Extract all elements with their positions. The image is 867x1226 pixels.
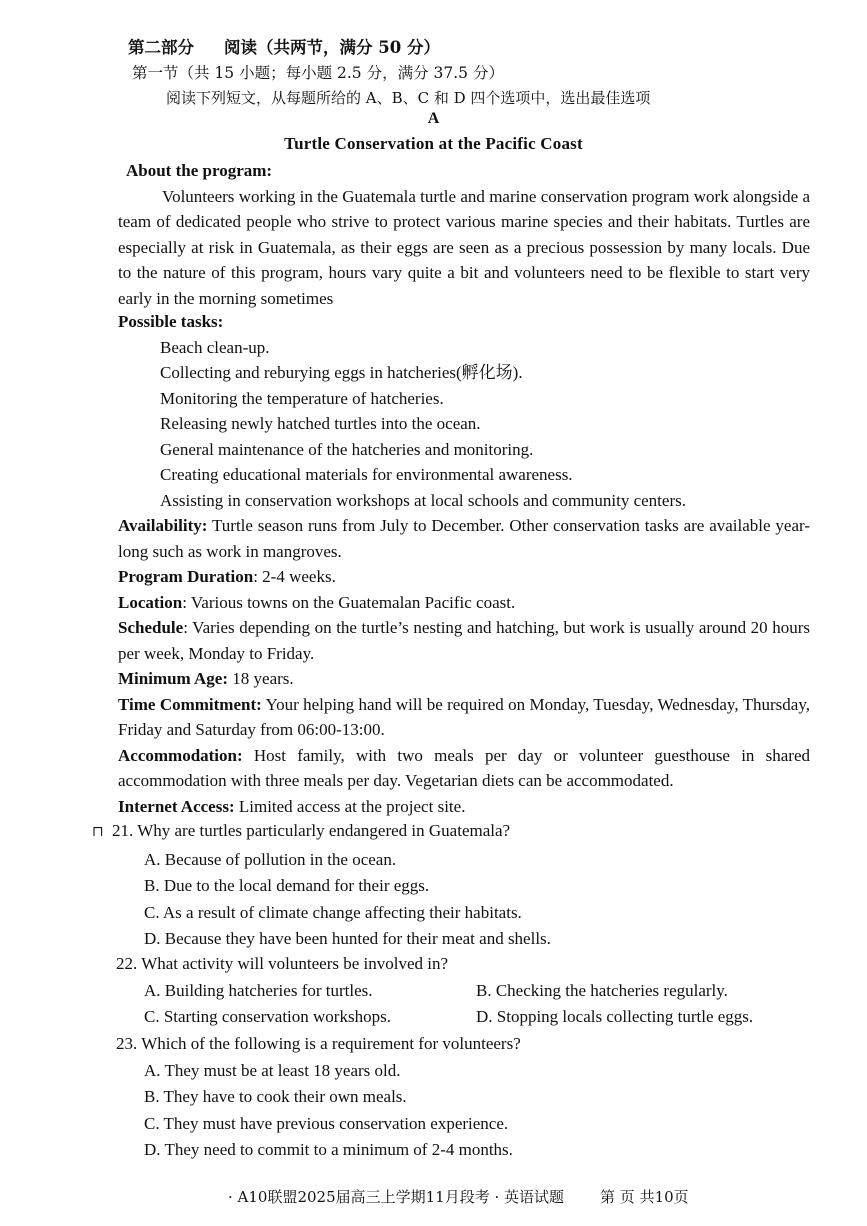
task-item: Monitoring the temperature of hatcheries. [160,388,444,408]
instruction-text: 阅读下列短文，从每题所给的 A、B、C 和 D 四个选项中，选出最佳选项 [166,89,651,107]
option-a: A. Building hatcheries for turtles. [144,980,373,1000]
page-number: 第 页 共10页 [600,1188,689,1206]
field-location: Location: Various towns on the Guatemalan Pacific coast. [118,592,516,612]
option-row [92,978,812,1005]
option-d: D. Stopping locals collecting turtle eggs. [476,1007,754,1026]
footer-title: · A10联盟2025届高三上学期11月段考 · 英语试题 [228,1188,565,1206]
question-21 [92,818,812,953]
question-stem: ⊓ 21. Why are turtles particularly endangered in Guatemala? [92,818,812,847]
field-internet-access: Internet Access: Limited access at the project site. [118,796,466,816]
field-schedule: Schedule: Varies depending on the turtle’s nesting and hatching, but work is usually around 20 hours per week, Monday to Friday. [118,618,810,663]
task-item: Assisting in conservation workshops at local schools and community centers. [160,490,686,510]
question-stem: 23. Which of the following is a requirement for volunteers? [116,1034,521,1053]
section-label: 阅读（共两节，满分 50 分） [224,38,440,57]
subsection-heading: 第一节（共 15 小题；每小题 2.5 分，满分 37.5 分） [132,64,504,82]
question-stem: 22. What activity will volunteers be involved in? [116,954,449,973]
option-a: A. Because of pollution in the ocean. [144,849,397,869]
field-time-commitment: Time Commitment: Your helping hand will be required on Monday, Tuesday, Wednesday, Thursday, Friday and Saturday from 06:00-13:00. [118,694,810,739]
task-item: General maintenance of the hatcheries and monitoring. [160,439,534,459]
page-footer [228,1186,689,1207]
task-item: Beach clean-up. [160,337,270,357]
passage-body [118,158,810,819]
passage-title: Turtle Conservation at the Pacific Coast [284,134,583,153]
option-d: D. They need to commit to a minimum of 2-4 months. [144,1140,513,1159]
task-item: Releasing newly hatched turtles into the ocean. [160,414,481,433]
tasks-heading: Possible tasks: [118,312,224,331]
field-minimum-age: Minimum Age: 18 years. [118,669,294,688]
part-label: 第二部分 [128,38,194,57]
task-item: Collecting and reburying eggs in hatcheries(孵化场). [160,363,523,382]
option-a: A. They must be at least 18 years old. [144,1060,401,1080]
field-availability: Availability: Turtle season runs from July to December. Other conservation tasks are available year-long such as work in mangroves. [118,516,810,561]
task-item: Creating educational materials for environmental awareness. [160,465,573,484]
about-heading: About the program: [126,161,273,180]
option-b: B. Checking the hatcheries regularly. [476,980,728,1000]
option-c: C. Starting conservation workshops. [144,1007,391,1026]
margin-mark-icon: ⊓ [92,825,104,840]
option-c: C. They must have previous conservation experience. [144,1113,509,1133]
passage-label: A [427,110,440,127]
part-heading [128,34,440,58]
option-d: D. Because they have been hunted for their meat and shells. [144,929,551,948]
about-paragraph: Volunteers working in the Guatemala turtle and marine conservation program work alongside a team of dedicated people who strive to protect various marine species and their habitats. Turtles are especially at risk in Guatemala, as their eggs are seen as a precious possession by many locals. Due to the nature of this program, hours vary quite a bit and volunteers need to be flexible to start very early in the morning sometimes [118,186,810,308]
question-22 [92,951,812,1031]
option-row [92,1004,812,1031]
field-duration: Program Duration: 2-4 weeks. [118,567,336,586]
option-b: B. Due to the local demand for their eggs. [144,876,430,895]
option-c: C. As a result of climate change affecting their habitats. [144,902,522,922]
field-accommodation: Accommodation: Host family, with two meals per day or volunteer guesthouse in shared accommodation with three meals per day. Vegetarian diets can be accommodated. [118,745,810,790]
option-b: B. They have to cook their own meals. [144,1087,407,1106]
question-23 [92,1031,812,1164]
